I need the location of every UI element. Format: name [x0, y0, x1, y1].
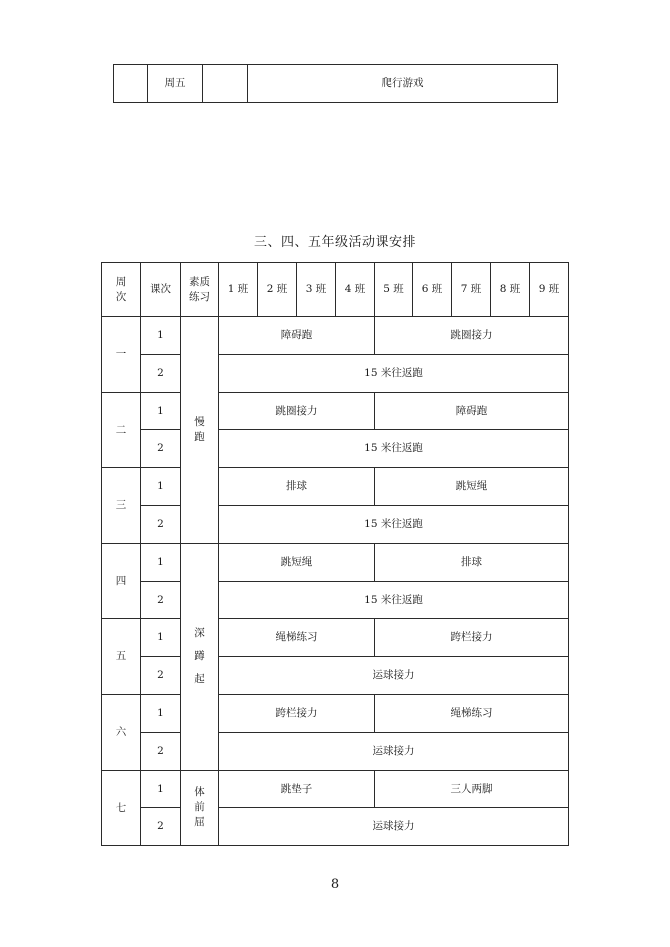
- header-exercise-label: 素质练习: [188, 275, 210, 303]
- lesson-no-cell: 2: [141, 808, 181, 846]
- header-class-4: 4 班: [336, 263, 375, 317]
- activity-cell: 跳圈接力: [219, 392, 375, 430]
- lesson-no-cell: 1: [141, 770, 181, 808]
- table-row: [102, 808, 569, 846]
- table-cell: [203, 65, 248, 103]
- activity-cell: 运球接力: [219, 657, 569, 695]
- table-row: [102, 694, 569, 732]
- week-cell: 六: [102, 694, 141, 770]
- exercise-cell: [181, 770, 219, 846]
- activity-cell: 排球: [219, 468, 375, 506]
- week-cell: 二: [102, 392, 141, 468]
- exercise-label: 深蹲起: [194, 627, 205, 686]
- activity-cell: 跨栏接力: [375, 619, 569, 657]
- activity-cell: 跳短绳: [375, 468, 569, 506]
- table-row: [102, 732, 569, 770]
- table-row: [102, 619, 569, 657]
- activity-cell: 15 米往返跑: [219, 505, 569, 543]
- activity-cell: 跳圈接力: [375, 317, 569, 355]
- activity-cell: 15 米往返跑: [219, 430, 569, 468]
- table-row: [102, 581, 569, 619]
- table-row: [102, 354, 569, 392]
- activity-cell: 跳垫子: [219, 770, 375, 808]
- header-week-label: 周次: [115, 275, 127, 303]
- exercise-label: 慢跑: [194, 415, 205, 443]
- activity-cell: 爬行游戏: [248, 65, 558, 103]
- activity-cell: 跨栏接力: [219, 694, 375, 732]
- table-row: [114, 65, 558, 103]
- activity-cell: 障碍跑: [219, 317, 375, 355]
- table-row: [102, 770, 569, 808]
- lesson-no-cell: 1: [141, 468, 181, 506]
- table-cell: [114, 65, 148, 103]
- lesson-no-cell: 1: [141, 694, 181, 732]
- table-row: [102, 317, 569, 355]
- activity-cell: 15 米往返跑: [219, 581, 569, 619]
- header-class-8: 8 班: [491, 263, 530, 317]
- header-row: [102, 263, 569, 317]
- header-class-7: 7 班: [452, 263, 491, 317]
- activity-cell: 障碍跑: [375, 392, 569, 430]
- lesson-no-cell: 2: [141, 581, 181, 619]
- exercise-cell: [181, 543, 219, 770]
- lesson-no-cell: 2: [141, 505, 181, 543]
- schedule-table: [101, 262, 569, 846]
- page-number: 8: [330, 877, 340, 892]
- activity-cell: 三人两脚: [375, 770, 569, 808]
- header-lesson: 课次: [141, 263, 181, 317]
- week-cell: 三: [102, 468, 141, 544]
- table-title: 三、四、五年级活动课安排: [253, 235, 416, 250]
- day-cell: 周五: [148, 65, 203, 103]
- table-row: [102, 657, 569, 695]
- header-class-5: 5 班: [375, 263, 413, 317]
- activity-cell: 绳梯练习: [219, 619, 375, 657]
- lesson-no-cell: 2: [141, 354, 181, 392]
- week-cell: 一: [102, 317, 141, 393]
- lesson-no-cell: 1: [141, 619, 181, 657]
- activity-cell: 15 米往返跑: [219, 354, 569, 392]
- activity-cell: 运球接力: [219, 808, 569, 846]
- table-row: [102, 468, 569, 506]
- header-class-3: 3 班: [297, 263, 336, 317]
- header-class-2: 2 班: [258, 263, 297, 317]
- header-class-6: 6 班: [413, 263, 452, 317]
- header-class-9: 9 班: [530, 263, 569, 317]
- activity-cell: 跳短绳: [219, 543, 375, 581]
- table-row: [102, 392, 569, 430]
- week-cell: 五: [102, 619, 141, 695]
- top-table: [113, 64, 558, 103]
- table-row: [102, 505, 569, 543]
- lesson-no-cell: 1: [141, 543, 181, 581]
- week-cell: 四: [102, 543, 141, 619]
- activity-cell: 运球接力: [219, 732, 569, 770]
- lesson-no-cell: 2: [141, 430, 181, 468]
- lesson-no-cell: 1: [141, 392, 181, 430]
- activity-cell: 排球: [375, 543, 569, 581]
- lesson-no-cell: 1: [141, 317, 181, 355]
- exercise-label: 体前屈: [194, 786, 205, 829]
- table-row: [102, 543, 569, 581]
- lesson-no-cell: 2: [141, 657, 181, 695]
- header-exercise: [181, 263, 219, 317]
- lesson-no-cell: 2: [141, 732, 181, 770]
- header-class-1: 1 班: [219, 263, 258, 317]
- table-row: [102, 430, 569, 468]
- activity-cell: 绳梯练习: [375, 694, 569, 732]
- header-week: [102, 263, 141, 317]
- week-cell: 七: [102, 770, 141, 846]
- exercise-cell: [181, 317, 219, 544]
